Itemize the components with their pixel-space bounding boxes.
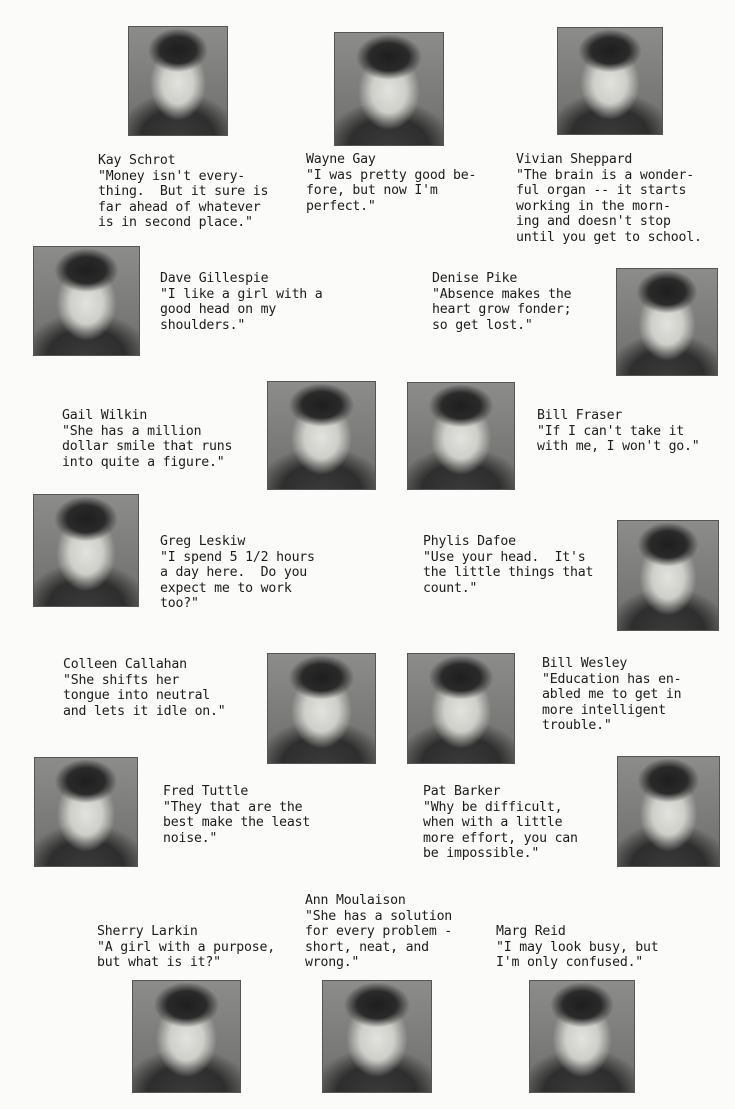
student-name: Phylis Dafoe [423, 534, 516, 549]
portrait-denise-pike [616, 268, 718, 376]
portrait-bill-wesley [407, 653, 515, 764]
student-name: Sherry Larkin [97, 924, 198, 939]
student-quote: "Education has en- abled me to get in more intelligent trouble." [542, 671, 682, 734]
portrait-wayne-gay [334, 32, 444, 146]
student-quote: "I like a girl with a good head on my shoulders." [160, 286, 323, 333]
student-quote: "Absence makes the heart grow fonder; so get lost." [432, 286, 572, 333]
portrait-marg-reid [529, 980, 635, 1093]
entry-sherry-larkin [97, 924, 275, 971]
student-name: Denise Pike [432, 271, 518, 286]
portrait-sherry-larkin [132, 980, 241, 1093]
entry-bill-fraser [537, 408, 700, 455]
entry-fred-tuttle [163, 784, 310, 846]
student-quote: "She has a million dollar smile that runs into quite a figure." [62, 423, 233, 470]
portrait-bill-fraser [407, 382, 515, 490]
student-name: Kay Schrot [98, 153, 176, 168]
student-name: Gail Wilkin [62, 408, 148, 423]
entry-dave-gillespie [160, 271, 323, 333]
portrait-phylis-dafoe [617, 520, 719, 631]
student-quote: "A girl with a purpose, but what is it?" [97, 939, 276, 971]
entry-vivian-sheppard [516, 152, 702, 246]
student-quote: "I was pretty good be- fore, but now I'm perfect." [306, 167, 477, 214]
portrait-pat-barker [617, 756, 720, 867]
student-name: Bill Fraser [537, 408, 623, 423]
student-quote: "She has a solution for every problem - short, neat, and wrong." [305, 908, 453, 971]
entry-kay-schrot [98, 153, 268, 231]
student-name: Bill Wesley [542, 656, 628, 671]
portrait-fred-tuttle [34, 757, 138, 867]
entry-denise-pike [432, 271, 571, 333]
entry-phylis-dafoe [423, 534, 593, 596]
portrait-vivian-sheppard [557, 27, 663, 135]
student-name: Vivian Sheppard [516, 152, 633, 167]
student-name: Fred Tuttle [163, 784, 249, 799]
entry-pat-barker [423, 784, 578, 862]
entry-gail-wilkin [62, 408, 232, 470]
entry-bill-wesley [542, 656, 681, 734]
portrait-greg-leskiw [33, 494, 139, 607]
student-quote: "She shifts her tongue into neutral and lets it idle on." [63, 672, 226, 719]
student-quote: "Why be difficult, when with a little more effort, you can be impossible." [423, 799, 578, 862]
student-name: Ann Moulaison [305, 893, 406, 908]
portrait-colleen-callahan [267, 653, 376, 764]
entry-colleen-callahan [63, 657, 226, 719]
student-quote: "Use your head. It's the little things that count." [423, 549, 594, 596]
student-name: Greg Leskiw [160, 534, 246, 549]
student-name: Colleen Callahan [63, 657, 187, 672]
student-quote: "If I can't take it with me, I won't go." [537, 423, 700, 455]
portrait-ann-moulaison [322, 980, 432, 1093]
entry-ann-moulaison [305, 893, 452, 971]
entry-marg-reid [496, 924, 659, 971]
student-name: Pat Barker [423, 784, 501, 799]
portrait-gail-wilkin [267, 381, 376, 490]
student-quote: "The brain is a wonder- ful organ -- it starts working in the morn- ing and doesn't stop until you get to school. [516, 167, 702, 245]
portrait-dave-gillespie [33, 246, 140, 356]
entry-wayne-gay [306, 152, 476, 214]
student-name: Dave Gillespie [160, 271, 269, 286]
entry-greg-leskiw [160, 534, 315, 612]
student-quote: "I may look busy, but I'm only confused." [496, 939, 659, 971]
student-quote: "I spend 5 1/2 hours a day here. Do you expect me to work too?" [160, 549, 315, 612]
portrait-kay-schrot [128, 26, 228, 136]
student-quote: "Money isn't every- thing. But it sure is far ahead of whatever is in second place." [98, 168, 269, 231]
student-name: Marg Reid [496, 924, 566, 939]
student-name: Wayne Gay [306, 152, 376, 167]
student-quote: "They that are the best make the least noise." [163, 799, 311, 846]
